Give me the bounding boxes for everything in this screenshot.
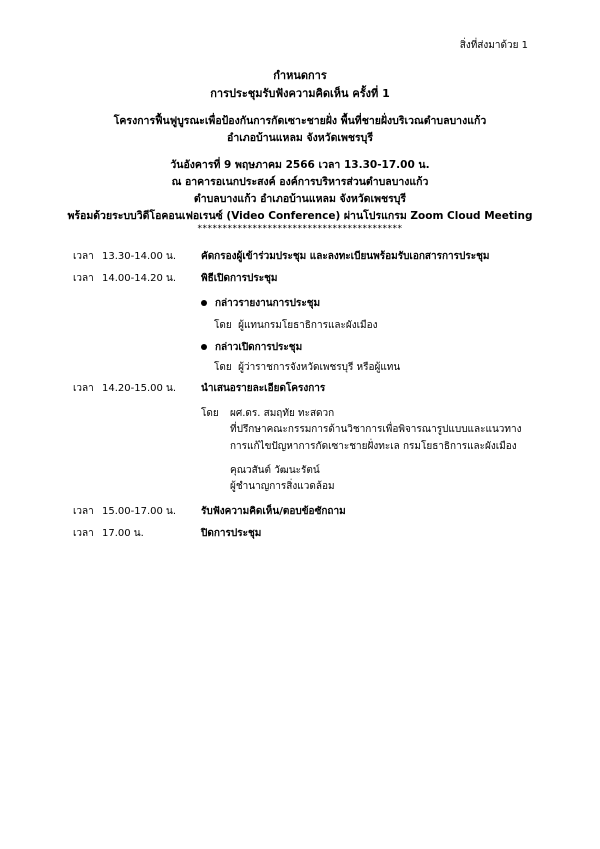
time-range: 14.20-15.00 น. [102,383,177,394]
time-label: เวลา [73,528,94,539]
presenter-role: ที่ปรึกษาคณะกรรมการด้านวิชาการเพื่อพิจารณารูปแบบและแนวทาง [230,424,522,435]
separator: ***************************************** [197,224,403,234]
venue-line1: ณ อาคารอเนกประสงค์ องค์การบริหารส่วนตำบลบางแก้ว [171,176,429,188]
activity: รับฟังความคิดเห็น/ตอบข้อซักถาม [201,506,346,517]
project-name-line1: โครงการฟื้นฟูบูรณะเพื่อป้องกันการกัดเซาะชายฝั่ง พื้นที่ชายฝั่งบริเวณตำบลบางแก้ว [113,115,487,127]
sub-item-title: กล่าวรายงานการประชุม [215,298,321,309]
time-range: 17.00 น. [102,528,144,539]
presenter-name: คุณวสันต์ วัฒนะรัตน์ [230,465,320,476]
activity: ปิดการประชุม [201,528,262,539]
sub-item-title: กล่าวเปิดการประชุม [215,342,303,353]
time-label: เวลา [73,506,94,517]
time-range: 15.00-17.00 น. [102,506,177,517]
sub-item-open [201,340,302,355]
by-label: โดย [214,320,232,331]
activity: นำเสนอรายละเอียดโครงการ [201,383,326,394]
by-line [214,318,378,333]
time-label: เวลา [73,251,94,262]
by-label: โดย [201,408,219,419]
bullet-icon [201,344,207,350]
bullet-icon [201,300,207,306]
venue-line2: ตำบลบางแก้ว อำเภอบ้านแหลม จังหวัดเพชรบุรี [193,193,407,205]
presenter-name: ผศ.ดร. สมฤทัย ทะสดวก [230,408,335,419]
attachment-note: สิ่งที่ส่งมาด้วย 1 [459,40,528,51]
meeting-date: วันอังคารที่ 9 พฤษภาคม 2566 เวลา 13.30-17.00 น. [170,159,430,171]
time-label: เวลา [73,273,94,284]
by-line [214,360,400,375]
activity: พิธีเปิดการประชุม [201,273,278,284]
page-title: กำหนดการ [273,69,327,82]
venue-line3: พร้อมด้วยระบบวิดีโอคอนเฟอเรนซ์ (Video Conference) ผ่านโปรแกรม Zoom Cloud Meeting [67,210,533,222]
activity: คัดกรองผู้เข้าร่วมประชุม และลงทะเบียนพร้อมรับเอกสารการประชุม [201,251,490,262]
time-range: 14.00-14.20 น. [102,273,177,284]
by-person: ผู้ว่าราชการจังหวัดเพชรบุรี หรือผู้แทน [238,362,401,373]
presenter-role: ผู้ชำนาญการสิ่งแวดล้อม [230,481,335,492]
project-name-line2: อำเภอบ้านแหลม จังหวัดเพชรบุรี [227,132,373,144]
sub-item-report [201,296,320,311]
by-person: ผู้แทนกรมโยธาธิการและผังเมือง [238,320,378,331]
by-label: โดย [214,362,232,373]
presenter-role: การแก้ไขปัญหาการกัดเซาะชายฝั่งทะเล กรมโยธาธิการและผังเมือง [230,441,517,452]
time-label: เวลา [73,383,94,394]
meeting-subtitle: การประชุมรับฟังความคิดเห็น ครั้งที่ 1 [210,87,390,100]
time-range: 13.30-14.00 น. [102,251,177,262]
